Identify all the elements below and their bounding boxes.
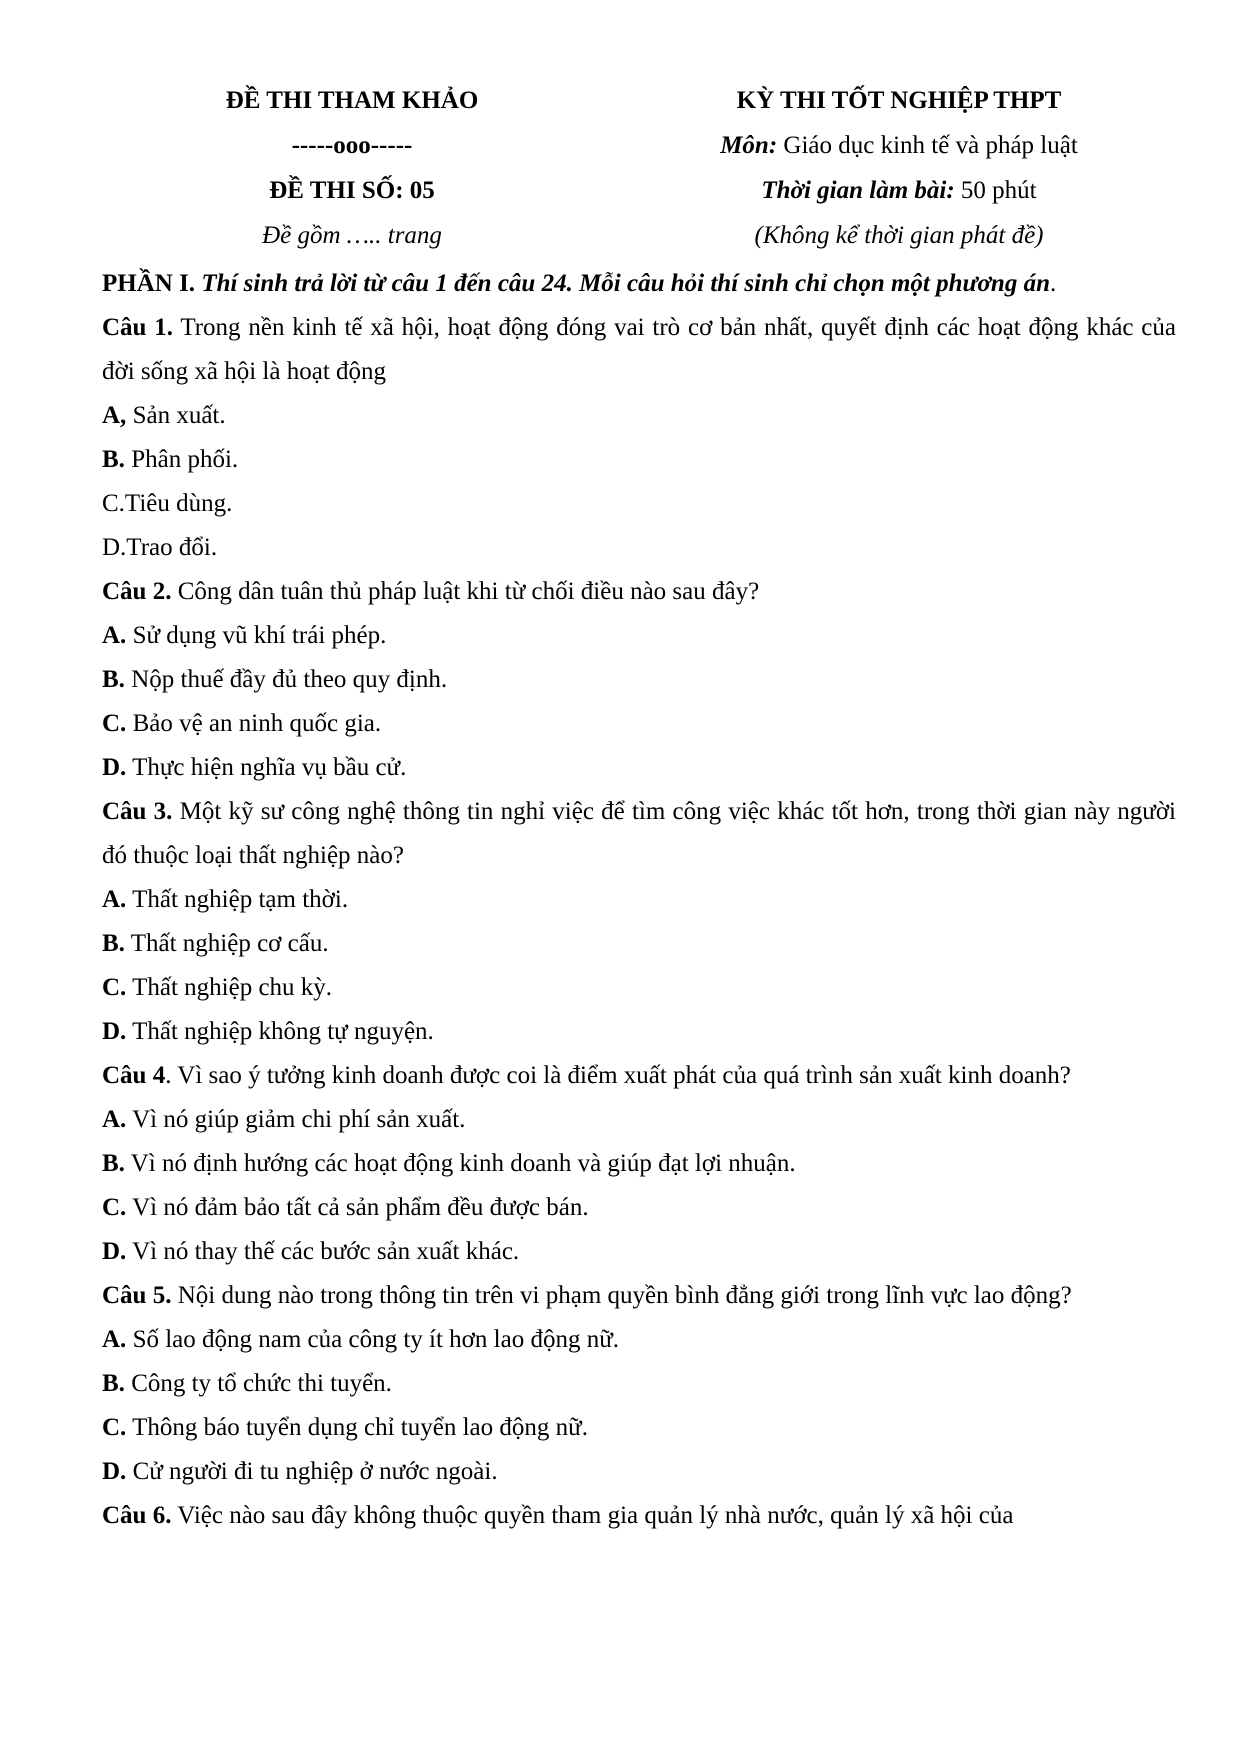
option-label: C. [102,710,127,737]
option-label: C. [102,1194,127,1221]
question-6 [102,1494,1176,1538]
option-label: B. [102,930,125,957]
question-label: Câu 2. [102,578,172,605]
option-c [102,702,1176,746]
question-3 [102,790,1176,878]
header-right [602,78,1176,258]
time-label: Thời gian làm bài: [761,177,955,204]
option-label: A. [102,886,127,913]
option-label: A. [102,622,127,649]
option-c [102,1186,1176,1230]
subject-label: Môn: [720,132,778,159]
option-b [102,922,1176,966]
option-label: C. [102,1414,127,1441]
option-label: D. [102,1238,127,1265]
option-text: Vì nó đảm bảo tất cả sản phẩm đều được bán. [126,1194,589,1221]
option-label: C. [102,974,127,1001]
option-a [102,394,1176,438]
option-text: Số lao động nam của công ty ít hơn lao động nữ. [126,1326,619,1353]
time-value: 50 phút [954,177,1037,204]
option-text: Vì nó định hướng các hoạt động kinh doanh và giúp đạt lợi nhuận. [124,1150,796,1177]
question-label: Câu 4 [102,1062,166,1089]
question-text: Trong nền kinh tế xã hội, hoạt động đóng vai trò cơ bản nhất, quyết định các hoạt động khác của đời sống xã hội là hoạt động [102,314,1176,385]
exam-header [102,78,1176,258]
question-label: Câu 1. [102,314,173,341]
option-d [102,526,1176,570]
option-d [102,1010,1176,1054]
question-text: Công dân tuân thủ pháp luật khi từ chối điều nào sau đây? [171,578,760,605]
option-text: Thất nghiệp chu kỳ. [126,974,333,1001]
question-1 [102,306,1176,394]
option-b [102,658,1176,702]
exam-number: ĐỀ THI SỐ: 05 [269,177,435,204]
header-separator: -----ooo----- [291,132,413,159]
option-d [102,746,1176,790]
reference-exam-title: ĐỀ THI THAM KHẢO [225,87,479,114]
section-period: . [1049,270,1057,297]
pages-note: Đề gồm ….. trang [262,222,442,249]
option-a [102,1098,1176,1142]
option-text: Cử người đi tu nghiệp ở nước ngoài. [126,1458,498,1485]
option-b [102,1142,1176,1186]
option-text: Bảo vệ an ninh quốc gia. [126,710,382,737]
header-left [102,78,602,258]
option-text: Công ty tổ chức thi tuyển. [124,1370,392,1397]
option-text: Sản xuất. [126,402,226,429]
option-label: A. [102,1326,127,1353]
option-text: Sử dụng vũ khí trái phép. [126,622,387,649]
time-note: (Không kể thời gian phát đề) [754,222,1044,249]
question-text: Một kỹ sư công nghệ thông tin nghỉ việc để tìm công việc khác tốt hơn, trong thời gian này người đó thuộc loại thất nghiệp nào? [102,798,1176,869]
option-text: Vì nó thay thế các bước sản xuất khác. [126,1238,520,1265]
option-text: Thất nghiệp tạm thời. [126,886,349,913]
option-label: A. [102,1106,127,1133]
option-c [102,966,1176,1010]
subject-value: Giáo dục kinh tế và pháp luật [777,132,1078,159]
option-text: C.Tiêu dùng. [102,490,233,517]
option-text: Thông báo tuyển dụng chỉ tuyển lao động nữ. [126,1414,588,1441]
option-a [102,614,1176,658]
question-text: . Vì sao ý tưởng kinh doanh được coi là điểm xuất phát của quá trình sản xuất kinh doanh? [165,1062,1071,1089]
option-label: B. [102,666,125,693]
question-2 [102,570,1176,614]
option-text: Vì nó giúp giảm chi phí sản xuất. [126,1106,466,1133]
option-a [102,1318,1176,1362]
section-label: PHẦN I. [102,270,196,297]
option-c [102,1406,1176,1450]
option-label: B. [102,1370,125,1397]
option-text: Thất nghiệp cơ cấu. [124,930,329,957]
question-label: Câu 3. [102,798,173,825]
time-line [622,168,1176,213]
option-text: Thực hiện nghĩa vụ bầu cử. [126,754,407,781]
section-instruction: Thí sinh trả lời từ câu 1 đến câu 24. Mỗi câu hỏi thí sinh chỉ chọn một phương án [195,270,1050,297]
option-text: D.Trao đổi. [102,534,218,561]
question-text: Việc nào sau đây không thuộc quyền tham gia quản lý nhà nước, quản lý xã hội của [171,1502,1014,1529]
question-label: Câu 5. [102,1282,172,1309]
exam-body [102,262,1176,1538]
option-d [102,1450,1176,1494]
option-text: Thất nghiệp không tự nguyện. [126,1018,434,1045]
option-b [102,438,1176,482]
option-text: Phân phối. [124,446,239,473]
option-label: B. [102,1150,125,1177]
option-label: B. [102,446,125,473]
section-heading [102,262,1176,306]
exam-title: KỲ THI TỐT NGHIỆP THPT [736,87,1062,114]
option-d [102,1230,1176,1274]
option-label: D. [102,1018,127,1045]
option-label: D. [102,1458,127,1485]
option-label: D. [102,754,127,781]
question-4 [102,1054,1176,1098]
option-b [102,1362,1176,1406]
question-text: Nội dung nào trong thông tin trên vi phạm quyền bình đẳng giới trong lĩnh vực lao động? [171,1282,1072,1309]
question-label: Câu 6. [102,1502,172,1529]
option-c [102,482,1176,526]
subject-line [622,123,1176,168]
option-label: A, [102,402,127,429]
question-5 [102,1274,1176,1318]
option-text: Nộp thuế đầy đủ theo quy định. [124,666,448,693]
option-a [102,878,1176,922]
